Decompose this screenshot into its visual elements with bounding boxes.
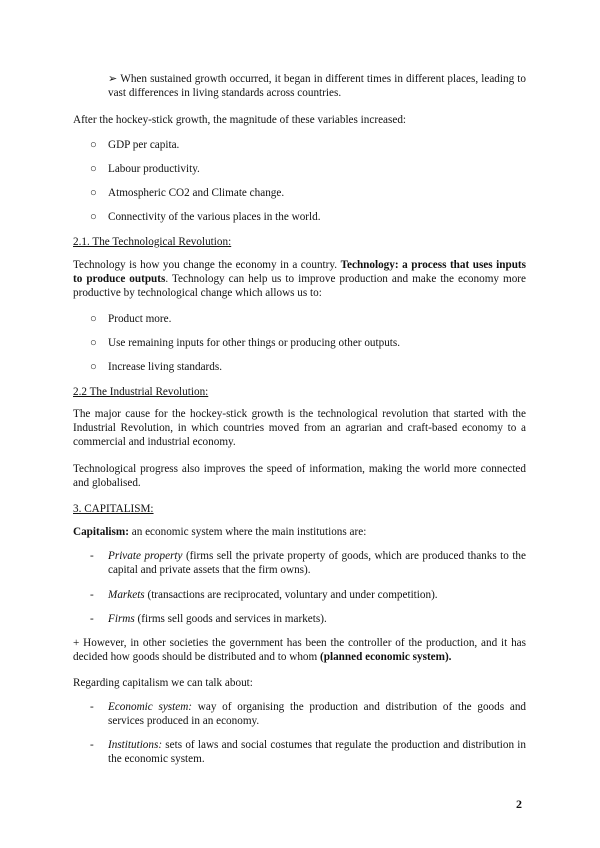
list-item-text: (firms sell goods and services in markets). [134, 613, 327, 625]
planned-economy-paragraph [73, 636, 526, 664]
heading-technological-revolution: 2.1. The Technological Revolution: [73, 236, 232, 248]
arrow-paragraph [108, 72, 526, 100]
arrow-icon: ➢ [108, 73, 118, 85]
page-number: 2 [516, 797, 522, 811]
list-item [108, 588, 526, 602]
list-bullet-icon: ○ [90, 139, 97, 151]
capitalism-text: an economic system where the main institutions are: [128, 526, 367, 538]
list-item-term: Private property [108, 550, 183, 562]
list-item-text: (firms sell the private property of goods, which are produced thanks to the capital and private assets that the firm owns). [108, 550, 526, 577]
list-item: Labour productivity. [108, 163, 200, 175]
heading-capitalism: 3. CAPITALISM: [73, 503, 154, 515]
list-item-text: way of organising the production and distribution of the goods and services produced in an economy. [108, 701, 527, 728]
list-item-text: sets of laws and social costumes that regulate the production and distribution in the economic system. [108, 739, 526, 766]
list-bullet-icon: ○ [90, 211, 97, 223]
technology-paragraph [73, 258, 526, 301]
list-item [108, 700, 526, 728]
list-item [108, 549, 526, 577]
list-dash: - [90, 739, 94, 751]
list-bullet-icon: ○ [90, 361, 97, 373]
heading-industrial-revolution: 2.2 The Industrial Revolution: [73, 386, 209, 398]
list-item-text: (transactions are reciprocated, voluntary and under competition). [144, 589, 438, 601]
industrial-paragraph-2: Technological progress also improves the speed of information, making the world more connected and globalised. [73, 463, 526, 490]
list-item: Atmospheric CO2 and Climate change. [108, 187, 285, 199]
list-bullet-icon: ○ [90, 187, 97, 199]
list-item-term: Markets [108, 589, 145, 601]
technology-text-a: Technology is how you change the economy in a country. [73, 259, 341, 271]
list-dash: - [90, 550, 94, 562]
technology-definition: Technology: a process that uses inputs to produce outputs [73, 259, 526, 286]
list-item: Use remaining inputs for other things or producing other outputs. [108, 337, 401, 349]
list-bullet-icon: ○ [90, 337, 97, 349]
planned-economy-text: + However, in other societies the government has been the controller of the production, and it has decided how goods should be distributed and to whom [73, 637, 526, 664]
list-item: GDP per capita. [108, 139, 180, 151]
capitalism-definition [73, 525, 526, 539]
arrow-paragraph-text: When sustained growth occurred, it began in different times in different places, leading to vast differences in living standards across countries. [108, 73, 526, 100]
list-item-term: Institutions: [108, 739, 163, 751]
list-bullet-icon: ○ [90, 313, 97, 325]
capitalism-term: Capitalism: [73, 526, 129, 538]
planned-economy-term: (planned economic system). [320, 651, 452, 664]
paragraph-after: After the hockey-stick growth, the magnitude of these variables increased: [73, 114, 407, 126]
list-bullet-icon: ○ [90, 163, 97, 175]
list-dash: - [90, 613, 94, 625]
list-dash: - [90, 589, 94, 601]
list-item: Connectivity of the various places in the world. [108, 211, 321, 223]
list-item-term: Economic system: [108, 701, 193, 713]
list-item [108, 612, 526, 626]
regarding-paragraph: Regarding capitalism we can talk about: [73, 677, 253, 689]
list-item: Increase living standards. [108, 361, 223, 373]
list-dash: - [90, 701, 94, 713]
technology-text-c: . Technology can help us to improve production and make the economy more productive by technological change which allows us to: [73, 273, 527, 300]
list-item-term: Firms [108, 613, 135, 625]
list-item [108, 738, 526, 766]
industrial-paragraph-1: The major cause for the hockey-stick growth is the technological revolution that started with the Industrial Revolution, in which countries moved from an agrarian and craft-based economy to a commercial and industrial economy. [73, 408, 526, 449]
list-item: Product more. [108, 313, 172, 325]
